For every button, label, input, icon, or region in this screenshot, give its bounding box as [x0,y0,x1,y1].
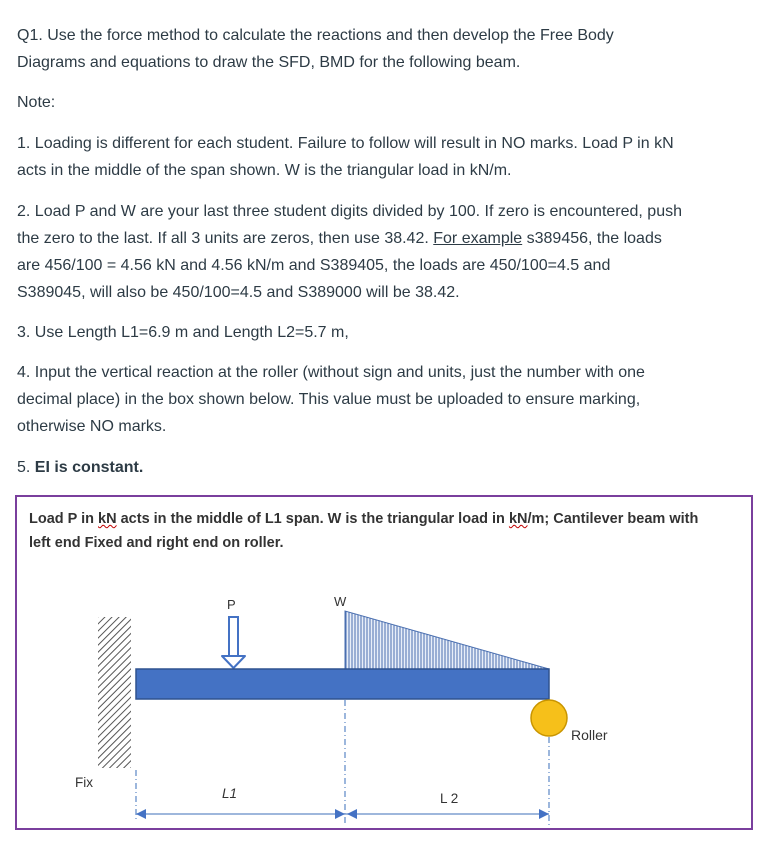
note-heading: Note: [17,94,56,111]
label-fix: Fix [75,775,93,790]
caption-part-b: acts in the middle of L1 span. W is the triangular load in [116,511,509,527]
item2-line4: S389045, will also be 450/100=4.5 and S389000 will be 38.42. [17,284,460,301]
instruction-item-3: 3. Use Length L1=6.9 m and Length L2=5.7 m, [17,324,349,341]
item2-line1: 2. Load P and W are your last three student digits divided by 100. If zero is encountered, push [17,203,682,220]
question-title-line1: Q1. Use the force method to calculate the reactions and then develop the Free Body [17,27,614,44]
question-title-line2: Diagrams and equations to draw the SFD, BMD for the following beam. [17,54,521,71]
label-w: W [334,594,347,609]
item2-line2b: s389456, the loads [522,230,662,247]
item2-line3: are 456/100 = 4.56 kN and 4.56 kN/m and S389405, the loads are 450/100=4.5 and [17,257,611,274]
dimension-l2 [345,809,549,819]
label-l2: L 2 [440,791,459,806]
fixed-support-hatch [98,617,131,768]
point-load-arrow [222,617,245,668]
label-roller: Roller [571,727,608,743]
roller-support [531,700,567,736]
triangular-load-w [345,611,549,669]
caption-knm: kN [508,511,528,527]
caption-part-a: Load P in [29,511,99,527]
dimension-l1 [136,809,345,819]
item1-line2: acts in the middle of the span shown. W is the triangular load in kN/m. [17,162,512,179]
caption-line2: left end Fixed and right end on roller. [29,535,284,551]
label-p: P [227,597,236,612]
item5-prefix: 5. [17,459,35,476]
item5-bold: EI is constant. [34,459,144,476]
item4-line2: decimal place) in the box shown below. This value must be uploaded to ensure marking, [17,391,641,408]
label-l1: L1 [222,786,238,801]
item4-line1: 4. Input the vertical reaction at the roller (without sign and units, just the number with one [17,364,645,381]
item1-line1: 1. Loading is different for each student. Failure to follow will result in NO marks. Load P in kN [17,135,674,152]
caption-kn: kN [98,511,117,527]
beam [136,669,549,699]
item2-line2a: the zero to the last. If all 3 units are zeros, then use 38.42. [17,230,434,247]
for-example-link[interactable]: For example [433,230,523,247]
caption-part-c: /m; Cantilever beam with [527,511,699,527]
item4-line3: otherwise NO marks. [17,418,167,435]
